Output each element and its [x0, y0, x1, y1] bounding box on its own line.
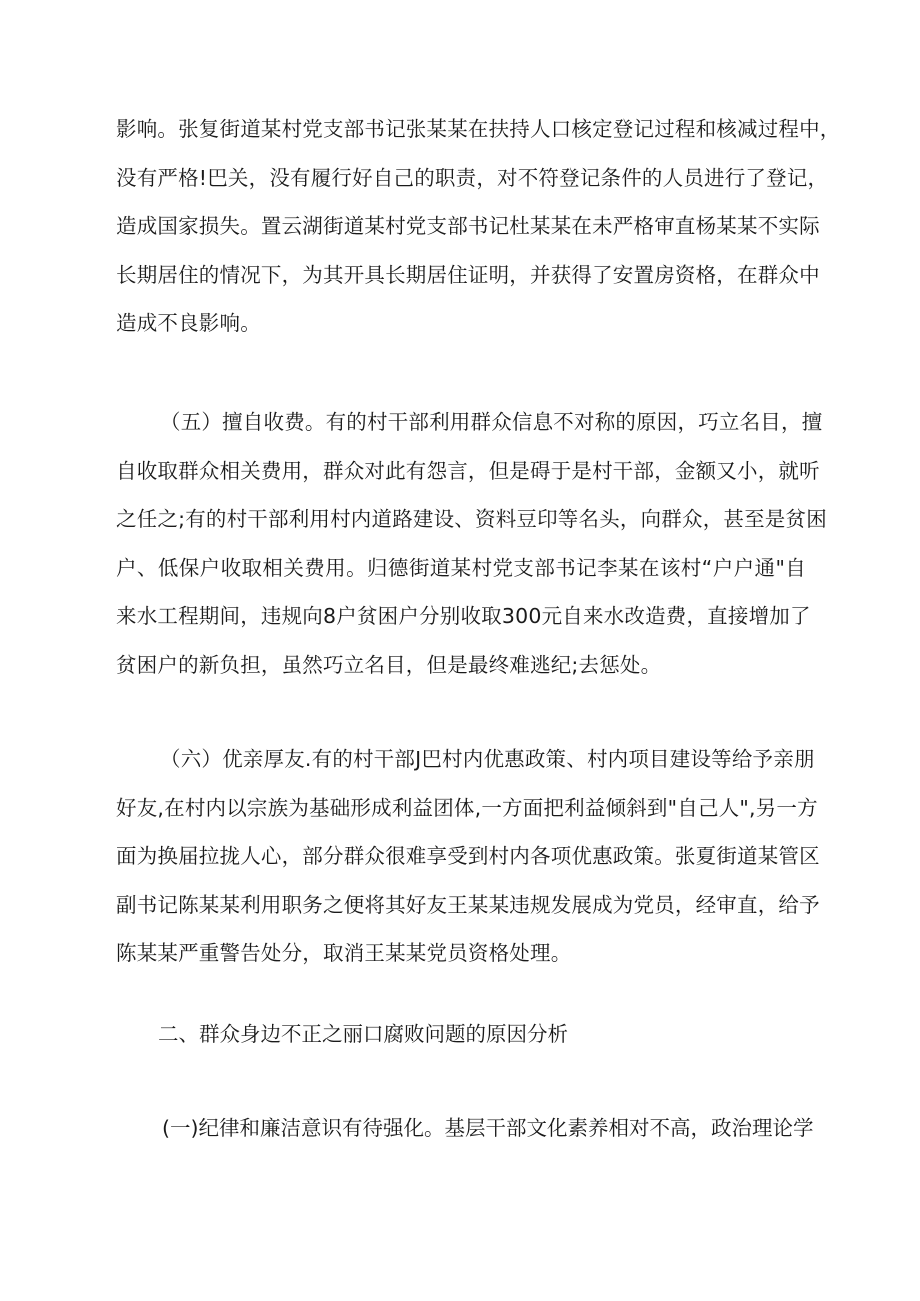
paragraph-3-line-5: 陈某某严重警告处分，取消王某某党员资格处理。: [116, 941, 572, 965]
paragraph-2-line-5: 来水工程期间，违规向8户贫困户分别收取300元自来水改造费，直接增加了: [116, 604, 811, 628]
paragraph-2-line-3: 之任之;有的村干部利用村内道路建设、资料豆印等名头，向群众，甚至是贫困: [116, 507, 827, 531]
paragraph-1-line-1: 影响。张复街道某村党支部书记张某某在扶持人口核定登记过程和核减过程中，: [116, 117, 841, 141]
paragraph-1-line-2: 没有严格!巴关，没有履行好自己的职责，对不符登记条件的人员进行了登记，: [116, 165, 829, 190]
paragraph-2-line-2: 自收取群众相关费用，群众对此有怨言，但是碍于是村干部，金额又小，就听: [116, 458, 820, 483]
paragraph-3-line-1: （六）优亲厚友.有的村干部J巴村内优惠政策、村内项目建设等给予亲朋: [160, 747, 815, 771]
paragraph-2-line-4: 户、低保户收取相关费用。归德街道某村党支部书记李某在该村“户户通"自: [116, 555, 806, 580]
sub-heading: (一)纪律和廉洁意识有待强化。基层干部文化素养相对不高，政治理论学: [162, 1116, 814, 1140]
paragraph-2: [116, 398, 827, 689]
paragraph-1-line-5: 造成不良影响。: [116, 311, 261, 335]
paragraph-2-line-6: 贫困户的新负担，虽然巧立名目，但是最终难逃纪;去惩处。: [116, 652, 662, 677]
paragraph-3-line-2: 好友,在村内以宗族为基础形成利益团体,一方面把利益倾斜到"自己人",另一方: [116, 795, 818, 820]
paragraph-3-line-4: 副书记陈某某利用职务之便将其好友王某某违规发展成为党员，经审直，给予: [116, 892, 820, 917]
paragraph-2-line-1: （五）擅自收费。有的村干部利用群众信息不对称的原因，巧立名目，擅: [160, 410, 823, 434]
paragraph-1: [116, 105, 841, 348]
section-heading: 二、群众身边不正之丽口腐败问题的原因分析: [158, 1022, 568, 1046]
paragraph-1-line-3: 造成国家损失。置云湖街道某村党支部书记杜某某在未严格审直杨某某不实际: [116, 214, 820, 238]
paragraph-3-line-3: 面为换届拉拢人心，部分群众很难享受到村内各项优惠政策。张夏街道某管区: [116, 844, 820, 868]
paragraph-3: [116, 735, 820, 978]
paragraph-1-line-4: 长期居住的情况下，为其开具长期居住证明，并获得了安置房资格，在群众中: [116, 262, 820, 287]
